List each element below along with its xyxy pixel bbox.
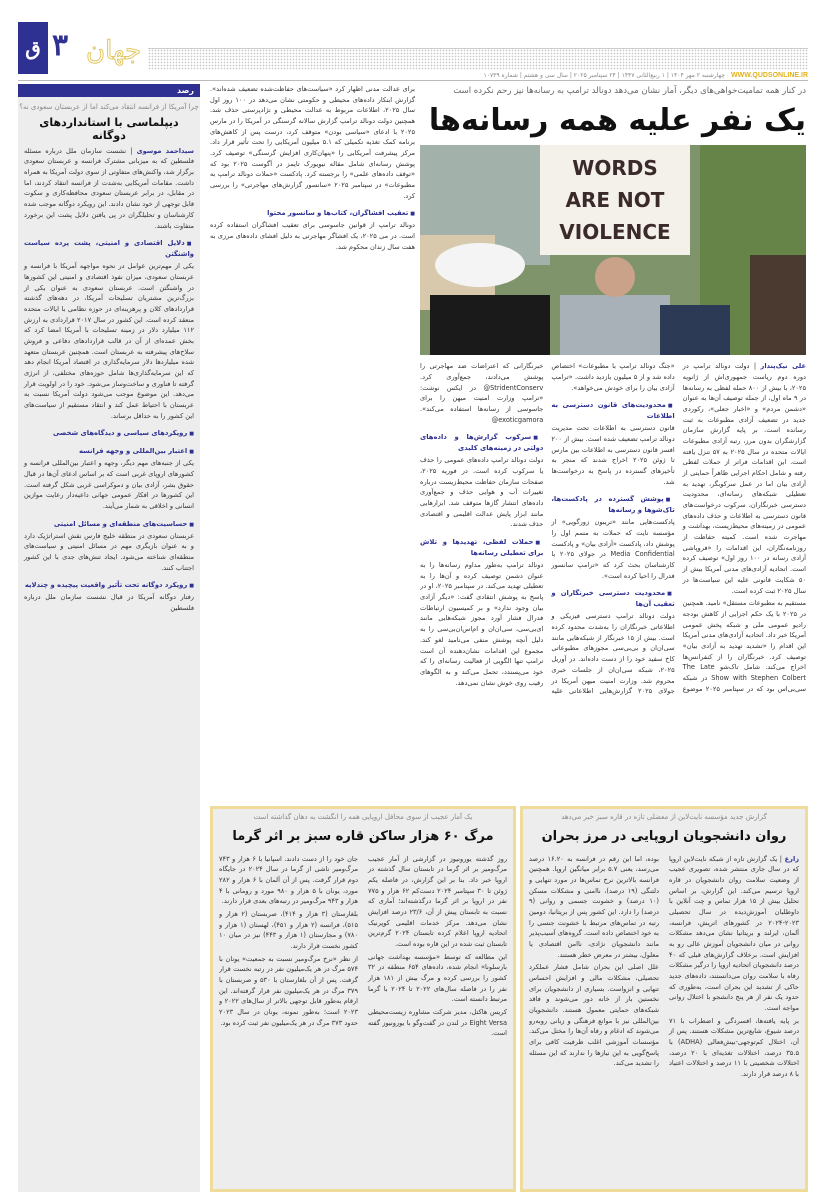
paragraph-text: دولت دونالد ترامپ دسترسی فیزیکی و اطلاعاتی خبرنگاران را به‌شدت محدود کرده است. بیش از ۱۵ خبرنگار از شبکه‌هایی مانند سی‌ان‌ان و بی‌بی‌سی مجوزهای مطبوعاتی کاخ سفید خود را از دست داده‌اند. در آوریل ۲۰۲۵، شبکه سی‌ان‌ان از جلسات خبری محروم شد. وزارت امنیت میهن آمریکا در جولای ۲۰۲۵ گزارش‌هایی اطلاعاتی علیه خبرنگارانی که اعتراضات ضد مهاجرتی را پوشش می‌دادند، جمع‌آوری کرد. StridentConserv@ در ایکس نوشت: «ترامپ وزارت امنیت میهن را برای جاسوسی از رسانه‌ها استفاده می‌کند». exoticgamora@: [420, 362, 675, 696]
newspaper-logo: ق: [18, 22, 48, 74]
paragraph-text: یک گزارش تازه از شبکه نایت‌لاین اروپا که در سال جاری منتشر شده، تصویری عجیب از وضعیت سلامت روان دانشجویان در قاره اروپا ترسیم می‌کند. این گزارش، بر اساس تحلیل بیش از ۱۵ هزار تماس و چت آنلاین با داوطلبان آموزش‌دیده در سال تحصیلی ۲۰۲۳-۲۰۲۴ در کشورهای اتریش، فرانسه، آلمان، ایرلند و بریتانیا نشان می‌دهد مشکلات روانی در میان دانشجویان آموزش عالی رو به افزایش است. برخلاف گزارش‌های قبلی که ۴۰ درصد دانشجویان اتحادیه اروپا را درگیر مشکلات رفاه با سلامت روان می‌دانستند، داده‌های جدید حاکی از تشدید این بحران است، به‌طوری که حدود یک نفر از هر پنج دانشجو با اختلال روانی مواجه است.: [669, 854, 799, 1013]
author-name: سیداحمد موسوی: [136, 146, 194, 155]
box-body: [529, 854, 799, 1172]
section-subheading: ■ دلایل اقتصادی و امنیتی، پشت پرده سیاست واشنگتن: [24, 238, 194, 260]
box-paragraph: [529, 854, 659, 961]
sidebar-kicker: چرا آمریکا از فرانسه انتقاد می‌کند اما از عربستان سعودی نه؟: [19, 103, 199, 111]
section-paragraph: [551, 423, 674, 487]
section-subheading: ■ سرکوب گزارش‌ها و داده‌های دولتی در زمینه‌های کلیدی: [420, 432, 543, 454]
box-paragraph: این مطالعه که توسط «مؤسسه بهداشت جهانی بارسلونا» انجام شده، داده‌های ۶۵۴ منطقه در ۳۲ کشور را بررسی کرده و مرگ بیش از ۱۸۱ هزار نفر را در فاصله سال‌های ۲۰۲۲ تا ۲۰۲۴ با گرما مرتبط دانسته است.: [368, 952, 507, 1004]
paragraph-text: دولت دونالد ترامپ در دوره دوم ریاست جمهوری‌اش از ژانویه ۲۰۲۵، با بیش از ۸۰۰ حمله لفظی به رسانه‌ها در ۹ ماه اول، از جمله توصیف آن‌ها به عنوان «دشمن مردم» و «اخبار جعلی»، رکوردی جدید در تضعیف آزادی مطبوعات به ثبت رسانده است. بر پایه گزارش سازمان گزارشگران بدون مرز، رتبه آزادی مطبوعات ایالات متحده در سال ۲۰۲۵ به ۵۷ تنزل یافته است. این اقدامات فراتر از حملات لفظی رفته و شامل احکام اجرایی ظاهراً حمایتی از آزادی بیان اما در عمل سرکوبگر، تهدید به تعطیلی شبکه‌های رسانه‌ای، محدودیت دسترسی خبرنگاران، سرکوب درخواست‌های قانون دسترسی به اطلاعات و حذف داده‌های عمومی در زمینه‌های محیط‌زیست، بهداشت و مهاجرت شده است. کمیته حفاظت از روزنامه‌نگاران، این اقدامات را «فروپاشی آزادی رسانه در ۱۰۰ روز اول» توصیف کرده است. اتحادیه آزادی‌های مدنی آمریکا بیش از ۵۰ شکایت قانونی علیه این سیاست‌ها در سال ۲۰۲۵ ثبت کرده است.: [682, 362, 806, 595]
section-paragraph: دونالد ترامپ از قوانین جاسوسی برای تعقیب افشاگران استفاده کرده است. در می ۲۰۲۵، یک افشاگر مهاجرتی به دلیل افشای داده‌های مرزی به هفت سال زندان محکوم شد.: [210, 221, 415, 251]
box-paragraph: جان خود را از دست دادند. اسپانیا با ۶ هزار و ۷۴۳ مرگ‌ومیر ناشی از گرما در سال ۲۰۲۴ در جایگاه دوم قرار گرفت. پس از آن آلمان با ۶ هزار و ۲۸۲ مورد، یونان با ۵ هزار و ۹۸۰ مورد و رومانی با ۴ هزار و ۹۴۳ مرگ‌ومیر در رتبه‌های بعدی قرار دارند.: [219, 854, 359, 906]
section-subheading: ■ حملات لفظی، تهدیدها و تلاش برای تعطیلی رسانه‌ها: [420, 537, 543, 559]
divider: [18, 80, 808, 81]
news-box-student-mental-health: [520, 806, 808, 1192]
protest-sign-text: VIOLENCE: [559, 220, 671, 245]
article-columns-b: [420, 361, 806, 800]
section-paragraph: [420, 455, 543, 530]
main-article: [420, 84, 806, 800]
section-paragraph: برای عدالت مدنی اظهار کرد «سیاست‌های حفاظت‌شده تضعیف شده‌اند». گزارش ابتکار داده‌های محیطی و حکومتی نشان می‌دهد در ۱۰۰ روز اول سال ۲۰۲۵، اطلاعات مربوط به عدالت محیطی و نژادپرستی حذف شد. همچنین دولت دونالد ترامپ گزارش سالانه گرسنگی در آمریکا را در مارس ۲۰۲۵ با ادعای «سیاسی بودن» متوقف کرد، درست پس از کاهش‌های برنامه کمک تغذیه تکمیلی که ۵.۱ میلیون آمریکایی را تحت تأثیر قرار داد. مرکز پیشرفت آمریکایی را «پنهان‌کاری افزایش گرسنگی» توصیف کرد. پوشش رسانه‌ای شامل مقاله نیویورک تایمز در آگوست ۲۰۲۵ بود که «توقف داده‌های علمی» را برجسته کرد. پادکست «حملات دونالد ترامپ به مطبوعات» در سپتامبر ۲۰۲۵ «سانسور گزارش‌های مهاجرتی» را بررسی کرد.: [210, 85, 415, 200]
section-paragraph: یکی از مهم‌ترین عوامل در نحوه مواجهه آمریکا با فرانسه و عربستان سعودی، میزان نفوذ اقتصادی و امنیتی این کشورها در واشنگتن است. عربستان سعودی به عنوان یکی از بزرگ‌ترین مشتریان تسلیحات آمریکا، در دهه‌های گذشته قراردادهای کلان و پرهزینه‌ای در حوزه نظامی با ایالات متحده منعقد کرده است. این کشور در سال ۲۰۱۷ قراردادی به ارزش ۱۱۲ میلیارد دلار در زمینه تسلیحات با آمریکا امضا کرد که بخش عمده‌ای از آن در قالب قراردادهای دفاعی و فروش سلاح‌های پیشرفته به عربستان است. همچنین عربستان متعهد شده میلیاردها دلار سرمایه‌گذاری در اقتصاد آمریکا انجام دهد که این سرمایه‌گذاری‌ها شامل حوزه‌های مختلفی، از انرژی گرفته تا فناوری و ساخت‌وساز می‌شود. خود را در اولویت قرار می‌دهد. این موضوع موجب می‌شود دولت آمریکا نسبت به عربستان با احتیاط عمل کند و انتقاد مستقیم از سیاست‌های این کشور را به حداقل برساند.: [24, 262, 194, 420]
protest-sign-text: WORDS: [572, 156, 658, 181]
section-paragraph: [551, 517, 674, 581]
author-name: زارع: [784, 854, 799, 863]
paragraph-text: مستقیم به مطبوعات مستقل» نامید. همچنین در ۲۰۲۵ با یک حکم اجرایی از کاهش بودجه رادیو عمومی ملی و شبکه پخش عمومی آمریکا خبر داد. اتحادیه آزادی‌های مدنی آمریکا این اقدام را «تشدید تهدید به آزادی بیان» توصیف کرد. خبرنگاران را از کنفرانس‌ها اخراج می‌کند. شامل تاک‌شو The Late Show with Stephen Colbert در شبکه سی‌بی‌اس بود که در سپتامبر ۲۰۲۵ موضوع «جنگ دونالد ترامپ با مطبوعات» اختصاص داده شد و از ۵ میلیون بازدید داشت. «ترامپ آزادی بیان را برای خودش می‌خواهد».: [551, 362, 806, 693]
section-subheading: ■ محدودیت دسترسی خبرنگاران و تعقیب آن‌ها: [551, 588, 674, 610]
box-paragraph: از نظر «نرخ مرگ‌ومیر نسبت به جمعیت» یونان با ۵۷۴ مرگ در هر یک‌میلیون نفر در رتبه نخست قرار گرفت. پس از آن بلغارستان با ۵۳۰ و صربستان با ۳۷۹ مرگ در هر یک‌میلیون نفر قرار گرفته‌اند. این ارقام به‌طور قابل توجهی بالاتر از سال‌های ۲۰۲۲ و ۲۰۲۳ است؛ به‌طور نمونه، یونان در سال ۲۰۲۳ حدود ۳۷۳ مرگ در هر یک‌میلیون نفر ثبت کرده بود.: [219, 954, 358, 1027]
paragraph-text: دولت دونالد ترامپ داده‌های عمومی را حذف یا سرکوب کرده است. در فوریه ۲۰۲۵، صفحات سازمان حفاظت محیط‌زیست درباره تغییرات آب و هوایی حذف و جمع‌آوری داده‌های انتشار گازها متوقف شد. ابزارهایی مانند ابزار پایش عدالت اقلیمی و اقتصادی حذف شدند.: [420, 456, 544, 529]
box-paragraph: زارع | یک گزارش تازه از شبکه نایت‌لاین اروپا که در سال جاری منتشر شده، تصویری عجیب از وضعیت سلامت روان دانشجویان در قاره اروپا ترسیم می‌کند. این گزارش، بر اساس تحلیل بیش از ۱۵ هزار تماس و چت آنلاین با داوطلبان آموزش‌دیده در سال تحصیلی ۲۰۲۳-۲۰۲۴ در کشورهای اتریش، فرانسه، آلمان، ایرلند و بریتانیا نشان می‌دهد مشکلات روانی در میان دانشجویان آموزش عالی رو به افزایش است. برخلاف گزارش‌های قبلی که ۴۰ درصد دانشجویان اتحادیه اروپا را درگیر مشکلات رفاه با سلامت روان می‌دانستند، داده‌های جدید حاکی از تشدید این بحران است، به‌طوری که حدود یک نفر از هر پنج دانشجو با اختلال روانی مواجه است.: [669, 854, 799, 1013]
news-box-heat-deaths: [210, 806, 516, 1192]
page-header: [18, 22, 808, 78]
paragraph-text: پادکست‌هایی مانند «تریبون زورگویی» از مؤسسه نایت که حملات به متمم اول را پوشش داد، پادکست «آزادی بیان» و پادکست Media Confidential در جولای ۲۰۲۵ با کارشناسان بحث کرد که «ترامپ سانسور فدرال را احیا کرده است».: [551, 518, 675, 580]
paragraph-text: بر پایه یافته‌ها، افسردگی و اضطراب با ۷۱ درصد شیوع، شایع‌ترین مشکلات هستند. پس از آن، اختلال کم‌توجهی-بیش‌فعالی (ADHA) با ۳۵.۵ درصد، اختلالات تغذیه‌ای با ۲۰ درصد، اختلالات شخصیتی با ۱۱ درصد و اختلالات اعتیاد با ۸ درصد قرار دارند.: [669, 1016, 799, 1079]
section-subheading: ■ پوشش گسترده در پادکست‌ها، تاک‌شوها و رسانه‌ها: [551, 494, 674, 516]
article-photo: [420, 145, 806, 355]
box-title: روان دانشجویان اروپایی در مرز بحران: [541, 828, 787, 844]
article-kicker: در کنار همه تمامیت‌خواهی‌های دیگر، آمار نشان می‌دهد دونالد ترامپ به رسانه‌ها نیز رحم نکرده است: [453, 86, 806, 96]
section-paragraph: علی نیک‌پندار | دولت دونالد ترامپ در دوره دوم ریاست جمهوری‌اش از ژانویه ۲۰۲۵، با بیش از ۸۰۰ حمله لفظی به رسانه‌ها در ۹ ماه اول، از جمله توصیف آن‌ها به عنوان «دشمن مردم» و «اخبار جعلی»، رکوردی جدید در تضعیف آزادی مطبوعات به ثبت رسانده است. بر پایه گزارش سازمان گزارشگران بدون مرز، رتبه آزادی مطبوعات ایالات متحده در سال ۲۰۲۵ به ۵۷ تنزل یافته است. این اقدامات فراتر از حملات لفظی رفته و شامل احکام اجرایی ظاهراً حمایتی از آزادی بیان اما در عمل سرکوبگر، تهدید به تعطیلی شبکه‌های رسانه‌ای، محدودیت دسترسی خبرنگاران، سرکوب درخواست‌های قانون دسترسی به اطلاعات و حذف داده‌های عمومی در زمینه‌های محیط‌زیست، بهداشت و مهاجرت شده است. کمیته حفاظت از روزنامه‌نگاران، این اقدامات را «فروپاشی آزادی رسانه در ۱۰۰ روز اول» توصیف کرده است. اتحادیه آزادی‌های مدنی آمریکا بیش از ۵۰ شکایت قانونی علیه این سیاست‌ها در سال ۲۰۲۵ ثبت کرده است.: [682, 362, 806, 595]
paragraph-text: قانون دسترسی به اطلاعات تحت مدیریت دونالد ترامپ تضعیف شده است. بیش از ۲۰۰ افسر قانون دسترسی به اطلاعات بین مارس تا ژوئن ۲۰۲۵ اخراج شدند که منجر به تأخیرهای گسترده در پاسخ به درخواست‌ها شد.: [551, 424, 675, 486]
website-link[interactable]: WWW.QUDSONLINE.IR: [731, 71, 808, 79]
box-title: مرگ ۶۰ هزار ساکن قاره سبز بر اثر گرما: [232, 828, 494, 844]
author-name: علی نیک‌پندار: [760, 362, 806, 371]
issue-date: چهارشنبه ۲ مهر ۱۴۰۴ | ۱ ربیع‌الثانی ۱۴۴۷ | ۲۴ سپتامبر ۲۰۲۵ | سال سی و هشتم | شماره ۱۰۷۳۹: [483, 71, 725, 79]
decorative-dot-band: [148, 48, 808, 70]
section-subheading: ■ محدودیت‌های قانون دسترسی به اطلاعات: [551, 400, 674, 422]
section-paragraph: رفتار دوگانه آمریکا در قبال نشست سازمان ملل درباره فلسطین: [24, 593, 194, 612]
section-paragraph: یکی از جنبه‌های مهم دیگر، وجهه و اعتبار بین‌المللی فرانسه و کشورهای اروپای غربی است که بر اساس ادعای آن‌ها در قبال حقوق بشر، آزادی بیان و دموکراسی غربی شکل گرفته است. این کشورها در افکار عمومی جهانی داعیه‌دار رعایت موازین انسانی و اخلاقی به شمار می‌آیند.: [24, 459, 194, 510]
paragraph-text: علل اصلی این بحران شامل فشار عملکرد تحصیلی، مشکلات مالی و افزایش احساس تنهایی و انزواست. بسیاری از دانشجویان برای نخستین بار از خانه دور می‌شوند و فاقد شبکه‌های حمایتی معمول هستند. دانشجویان بین‌المللی نیز با موانع فرهنگی و زبانی روبه‌رو می‌شوند که ادغام و رفاه آن‌ها را مختل می‌کند. مؤسسات آموزشی اغلب ظرفیت کافی برای پاسخ‌گویی به این نیازها را ندارند که این مسئله را تشدید می‌کند.: [529, 963, 659, 1068]
section-subheading: ■ رویکردهای سیاسی و دیدگاه‌های شخصی: [24, 428, 194, 439]
section-title: جهان: [86, 36, 142, 66]
sidebar-label: رصد: [18, 84, 200, 97]
box-paragraph: کریس هاکتل، مدیر شرکت مشاوره زیست‌محیطی Eight Versa در لندن در گفت‌وگو با یورونیوز گفته است.: [368, 1008, 507, 1038]
box-paragraph: بلغارستان (۳ هزار و ۴۱۴)، صربستان (۲ هزار و ۵۱۵)، فرانسه (۲ هزار و ۴۵۱)، لهستان (۱ هزار و ۷۸۰) و مجارستان (۱ هزار و ۴۴۳) نیز در میان ۱۰ کشور نخست قرار دارند.: [219, 910, 358, 951]
section-paragraph: عربستان سعودی در منطقه خلیج فارس نقش استراتژیک دارد و به عنوان بازیگری مهم در مسائل امنیتی و سیاست‌های منطقه‌ای شناخته می‌شود. ایجاد تنش‌های جدی با این کشور اجتناب کنند.: [24, 531, 194, 572]
section-subheading: ■ تعقیب افشاگران، کتاب‌ها و سانسور محتوا: [210, 208, 415, 219]
sidebar-body: سیداحمد موسوی | نشست سازمان ملل درباره مسئله فلسطین که به میزبانی مشترک فرانسه و عربستان سعودی برگزار شد، واکنش‌های متفاوتی از سوی دولت آمریکا به همراه داشت. مقامات آمریکایی به‌شدت از فرانسه انتقاد کردند، اما در مقابل، در برابر عربستان سعودی محافظه‌کاری و سکوت قابل توجهی از خود نشان دادند. این رویکرد دوگانه موجب شده کارشناسان و تحلیلگران در پی یافتن دلایل پشت این برخورد متفاوت باشند. ■ دلایل اقتصادی و امنیتی، پشت پرده سیاست واشنگتن یکی از مهم‌ترین عوامل در نحوه مواجهه آمریکا با فرانسه و عربستان سعودی، میزان نفوذ اقتصادی و امنیتی این کشورها در واشنگتن است. عربستان سعودی به عنوان یکی از بزرگ‌ترین مشتریان تسلیحات آمریکا، در دهه‌های گذشته قراردادهای کلان و پرهزینه‌ای در حوزه نظامی با ایالات متحده منعقد کرده است. این کشور در سال ۲۰۱۷ قراردادی به ارزش ۱۱۲ میلیارد دلار در زمینه تسلیحات با آمریکا امضا کرد که بخش عمده‌ای از آن در قالب قراردادهای دفاعی و فروش سلاح‌های پیشرفته به عربستان است. همچنین عربستان متعهد شده میلیاردها دلار سرمایه‌گذاری در اقتصاد آمریکا انجام دهد که این سرمایه‌گذاری‌ها شامل حوزه‌های مختلفی، از انرژی گرفته تا فناوری و ساخت‌وساز می‌شود. خود را در اولویت قرار می‌دهد. این موضوع موجب می‌شود دولت آمریکا نسبت به عربستان با احتیاط عمل کند و انتقاد مستقیم از سیاست‌های این کشور را به حداقل برساند. ■ رویکردهای سیاسی و دیدگاه‌های شخصی ■ اعتبار بین‌المللی و وجهه فرانسه یکی از جنبه‌های مهم دیگر، وجهه و اعتبار بین‌المللی فرانسه و کشورهای اروپای غربی است که بر اساس ادعای آن‌ها در قبال حقوق بشر، آزادی بیان و دموکراسی غربی شکل گرفته است. این کشورها در افکار عمومی جهانی داعیه‌دار رعایت موازین انسانی و اخلاقی به شمار می‌آیند. ■ حساسیت‌های منطقه‌ای و مسائل امنیتی عربستان سعودی در منطقه خلیج فارس نقش استراتژیک دارد و به عنوان بازیگری مهم در مسائل امنیتی و سیاست‌های منطقه‌ای شناخته می‌شود. ایجاد تنش‌های جدی با این کشور اجتناب کنند. ■ رویکرد دوگانه تحت تأثیر واقعیت پیچیده و چندلایه رفتار دوگانه آمریکا در قبال نشست سازمان ملل درباره فلسطین: [18, 146, 200, 614]
protest-sign-text: ARE NOT: [565, 188, 665, 213]
box-paragraph: روز گذشته یورونیوز در گزارشی از آمار عجیب مرگ‌ومیر بر اثر گرما در تابستان سال گذشته در اروپا خبر داد. بنا بر این گزارش، در فاصله یکم ژوئن تا ۳۰ سپتامبر ۲۰۲۴ دست‌کم ۶۲ هزار و ۷۷۵ نفر در اروپا بر اثر گرما درگذشته‌اند؛ آماری که نسبت به تابستان پیش از آن، ۲۳/۶ درصد افزایش نشان می‌دهد. مرکز خدمات اقلیمی کوپرنیک اتحادیه اروپا اعلام کرده تابستان ۲۰۲۴ گرم‌ترین تابستان ثبت شده در این قاره بوده است.: [368, 854, 507, 949]
article-headline: یک نفر علیه همه رسانه‌ها: [428, 102, 806, 138]
page-number: ۳: [52, 28, 69, 63]
box-paragraph: [529, 962, 659, 1069]
box-kicker: یک آمار عجیب از سوی محافل اروپایی همه را انگشت به دهان گذاشته است: [253, 813, 473, 821]
section-paragraph: [420, 560, 543, 688]
lead-paragraph: نشست سازمان ملل درباره مسئله فلسطین که به میزبانی مشترک فرانسه و عربستان سعودی برگزار شد، واکنش‌های متفاوتی از سوی دولت آمریکا به همراه داشت. مقامات آمریکایی به‌شدت از فرانسه انتقاد کردند، اما در مقابل، در برابر عربستان سعودی محافظه‌کاری و سکوت قابل توجهی از خود نشان دادند. این رویکرد دوگانه موجب شده کارشناسان و تحلیلگران در پی یافتن دلایل پشت این برخورد متفاوت باشند.: [24, 146, 194, 230]
sidebar-title: دیپلماسی با استانداردهای دوگانه: [39, 115, 179, 142]
section-subheading: ■ اعتبار بین‌المللی و وجهه فرانسه: [24, 446, 194, 457]
box-body: [219, 854, 507, 1172]
sidebar-column: [18, 84, 200, 1192]
box-kicker: گزارش جدید مؤسسه نایت‌لاین از معضلی تازه در قاره سبز خبر می‌دهد: [561, 813, 767, 821]
dateline: [484, 70, 808, 80]
section-subheading: ■ رویکرد دوگانه تحت تأثیر واقعیت پیچیده و چندلایه: [24, 580, 194, 591]
paragraph-text: دونالد ترامپ به‌طور مداوم رسانه‌ها را به عنوان دشمن توصیف کرده و آن‌ها را به تعطیلی تهدید می‌کند. در سپتامبر ۲۰۲۵، او در پاسخ به پوشش انتقادی گفت: «دیگر آزادی بیان وجود ندارد» و بر کمیسیون ارتباطات فدرال فشار آورد مجوز شبکه‌هایی مانند ای‌بی‌سی، سی‌ان‌ان و ام‌اس‌ان‌بی‌سی را به دلیل آنچه پوشش منفی می‌نامید لغو کند. مجموع این اقدامات نشان‌دهنده آن است ترامپ تنها الگویی از فعالیت رسانه‌ای را که خود می‌پسندد، تحمل می‌کند و به الگوهای رقیب روی خوش نشان نمی‌دهد.: [420, 561, 544, 687]
box-paragraph: [669, 1016, 799, 1080]
article-column-a: [210, 84, 415, 800]
section-subheading: ■ حساسیت‌های منطقه‌ای و مسائل امنیتی: [24, 519, 194, 530]
paragraph-text: بوده، اما این رقم در فرانسه به ۱۶.۲۰ درصد می‌رسد، یعنی ۵.۷ برابر میانگین اروپا. همچنین فرانسه بالاترین نرخ تماس‌ها در مورد تنهایی و دلتنگی (۱۹ درصد)، ناامنی و مشکلات مسکن (۱۰ درصد) و خشونت جسمی و روانی (۹ درصد) را دارد. این کشور پس از بریتانیا، دومین رتبه در تماس‌های مرتبط با خشونت جنسی را به خود اختصاص داده است. گروه‌های آسیب‌پذیر مانند دانشجویان نژادی، ناامن اقتصادی یا معلول، بیشتر در معرض خطر هستند.: [529, 854, 660, 959]
